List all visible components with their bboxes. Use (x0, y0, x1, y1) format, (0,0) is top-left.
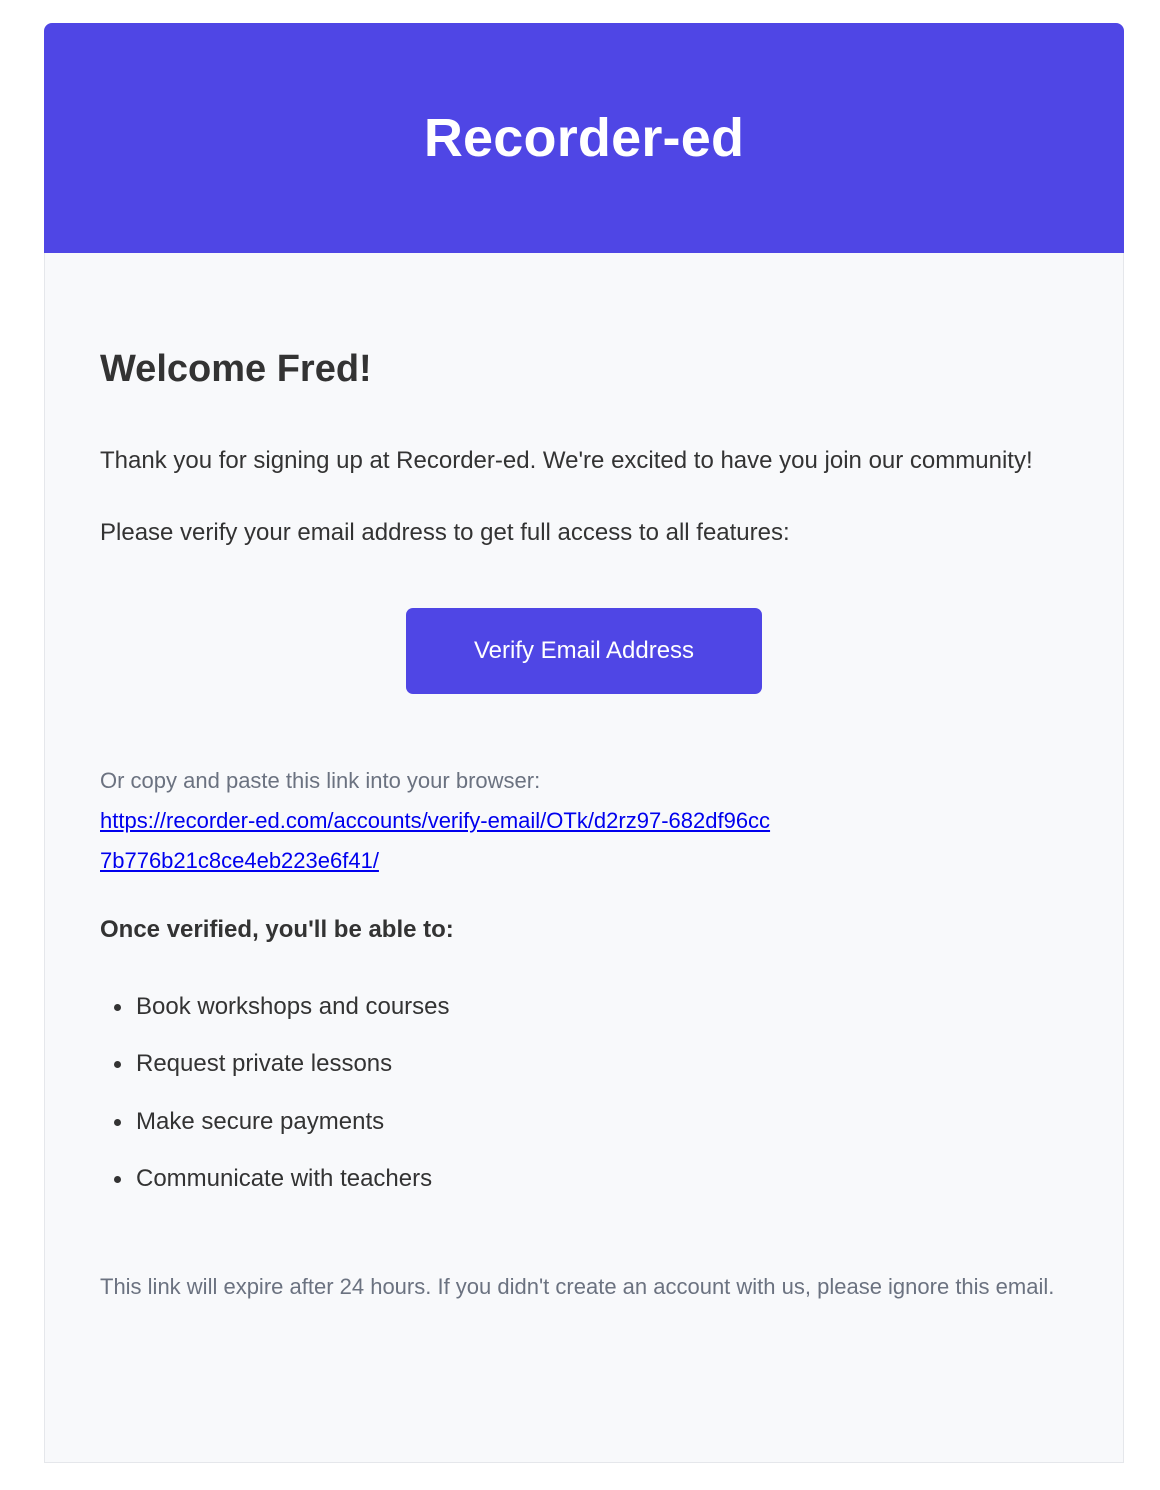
verify-prompt: Please verify your email address to get full access to all features: (100, 518, 790, 546)
benefit-label: Communicate with teachers (136, 1165, 433, 1193)
expiry-note: This link will expire after 24 hours. If you didn't create an account with us, please ignore this email. (100, 1273, 1055, 1299)
email-container (44, 23, 1124, 1463)
email-body (44, 253, 1124, 1463)
list-item (114, 993, 1068, 1051)
welcome-heading: Welcome Fred! (100, 348, 372, 390)
list-item (114, 1108, 1068, 1166)
benefit-label: Make secure payments (136, 1107, 385, 1135)
benefit-label: Request private lessons (136, 1050, 393, 1078)
intro-text: Thank you for signing up at Recorder-ed. We're excited to have you join our community! (100, 446, 1033, 474)
bullet-icon (114, 1119, 121, 1126)
bullet-icon (114, 1176, 121, 1183)
benefits-title: Once verified, you'll be able to: (100, 915, 454, 943)
copy-link-text: Or copy and paste this link into your browser: (100, 767, 541, 793)
verify-button-row (100, 608, 1068, 694)
copy-link-block (100, 761, 1068, 881)
list-item (114, 1050, 1068, 1108)
email-header (44, 23, 1124, 253)
benefits-list (100, 993, 1068, 1223)
bullet-icon (114, 1004, 121, 1011)
benefit-label: Book workshops and courses (136, 992, 450, 1020)
verify-email-button[interactable]: Verify Email Address (406, 608, 762, 694)
verify-link[interactable]: https://recorder-ed.com/accounts/verify-email/OTk/d2rz97-682df96cc7b776b21c8ce4eb223e6f41/ (100, 807, 771, 873)
bullet-icon (114, 1061, 121, 1068)
list-item (114, 1165, 1068, 1223)
brand-title: Recorder-ed (423, 108, 745, 168)
